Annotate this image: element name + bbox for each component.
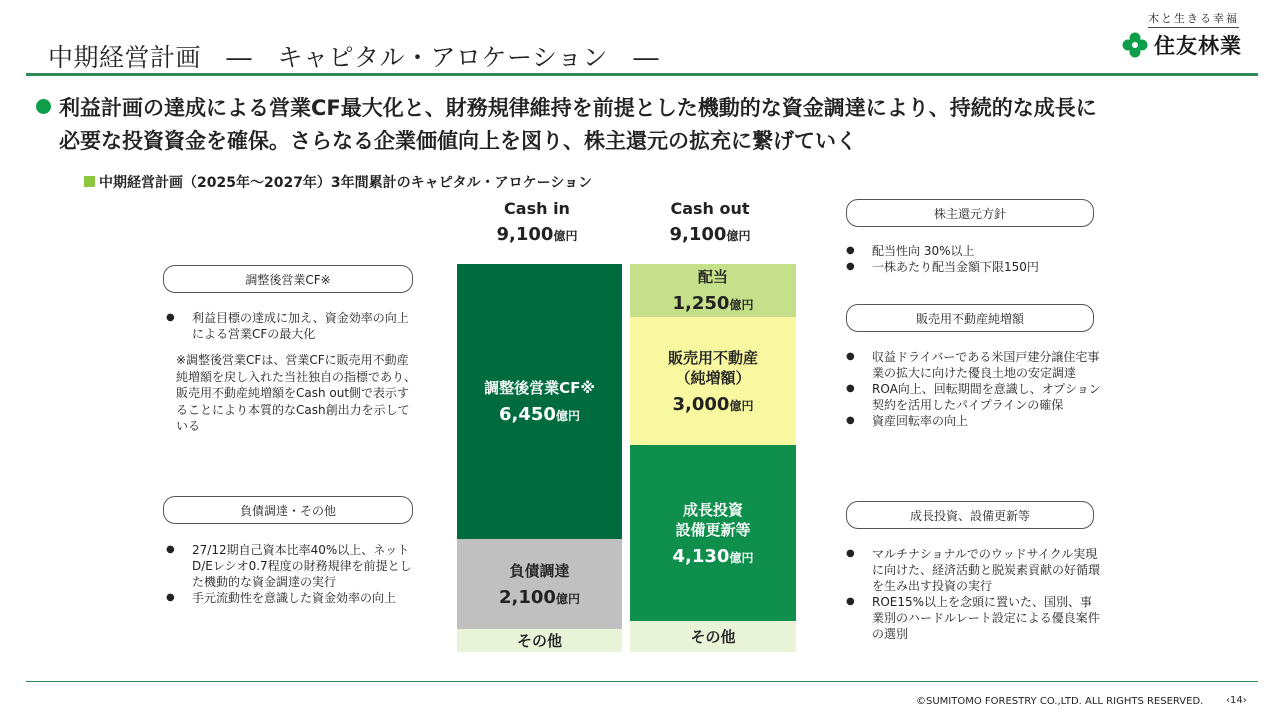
cf-footnote: ※調整後営業CFは、営業CFに販売用不動産純増額を戻し入れた当社独自の指標であり、販売用不動産純増額をCash out側で表示することにより本質的なCash創出力を示している [176,353,417,433]
list-item: ● 手元流動性を意識した資金効率の向上 [162,590,412,606]
segment-label: 販売用不動産 （純増額） [667,348,758,387]
cash-out-segment [630,264,796,317]
cash-out-segment [630,621,796,652]
cf-panel-pill: 調整後営業CF※ [163,265,413,293]
growth-bullet-list [842,546,1104,642]
segment-value: 6,450億円 [499,404,580,425]
segment-label: その他 [516,631,562,650]
returns-panel-pill: 株主還元方針 [846,199,1094,227]
clover-logo-icon [1122,32,1148,58]
lead-line-1: 利益計画の達成による営業CF最大化と、財務規律維持を前提とした機動的な資金調達により、持続的な成長に [59,96,1097,120]
cash-in-label: Cash in [504,199,570,218]
page-number: ‹14› [1226,695,1247,706]
segment-value: 1,250億円 [672,293,754,314]
header-divider [26,73,1258,76]
copyright-notice: ©SUMITOMO FORESTRY CO.,LTD. ALL RIGHTS RESERVED. [916,696,1204,707]
cash-in-segment [457,264,622,539]
debt-bullet-list [162,542,412,606]
logo-tagline: 木と生きる幸福 [1148,10,1239,28]
logo-name: 住友林業 [1154,34,1242,58]
list-item: ● ROA向上、回転期間を意識し、オプション契約を活用したパイプラインの確保 [842,381,1104,413]
list-item: ● 資産回転率の向上 [842,413,1104,429]
cash-in-segment [457,539,622,629]
cash-in-column [457,264,622,652]
list-item: ● 27/12期自己資本比率40%以上、ネットD/Eレシオ0.7程度の財務規律を前提とした機動的な資金調達の実行 [162,542,412,590]
segment-label: 配当 [697,268,728,286]
section-subtitle-text: 中期経営計画（2025年～2027年）3年間累計のキャピタル・アロケーション [99,175,593,191]
cash-out-segment [630,317,796,445]
cash-out-segment [630,445,796,621]
realestate-bullet-list [842,349,1104,429]
segment-label: 負債調達 [509,561,570,580]
debt-panel-pill: 負債調達・その他 [163,496,413,524]
list-item: ● 収益ドライバーである米国戸建分譲住宅事業の拡大に向けた優良土地の安定調達 [842,349,1104,381]
realestate-panel-pill: 販売用不動産純増額 [846,304,1094,332]
growth-panel-pill: 成長投資、設備更新等 [846,501,1094,529]
segment-label: 成長投資 設備更新等 [675,500,751,539]
cash-out-column [630,264,796,652]
cash-out-label: Cash out [670,199,750,218]
returns-bullet-list [842,243,1102,275]
list-item: ● 一株あたり配当金額下限150円 [842,259,1102,275]
footer-divider [26,681,1258,682]
cash-in-segment [457,629,622,652]
list-item: ● 配当性向 30%以上 [842,243,1102,259]
lead-statement [36,92,1256,158]
page-title: 中期経営計画 ― キャピタル・アロケーション ― [48,43,660,72]
cash-out-total: 9,100億円 [669,224,751,245]
list-item: ● ROE15%以上を念頭に置いた、国別、事業別のハードルレート設定による優良案件の選別 [842,594,1104,642]
cash-in-header [457,199,617,245]
segment-value: 3,000億円 [672,393,754,415]
lead-bullet-icon [36,99,51,114]
section-subtitle [84,172,592,192]
cash-in-total: 9,100億円 [496,224,578,245]
segment-value: 2,100億円 [499,586,580,608]
cash-out-header [630,199,790,245]
list-item: ● マルチナショナルでのウッドサイクル実現に向けた、経済活動と脱炭素貢献の好循環を生み出す投資の実行 [842,546,1104,594]
lead-line-2: 必要な投資資金を確保。さらなる企業価値向上を図り、株主還元の拡充に繋げていく [59,129,857,153]
square-bullet-icon [84,176,95,187]
cf-bullet-list [162,310,412,342]
segment-value: 4,130億円 [672,545,754,567]
company-logo [1122,30,1242,60]
list-item: ● 利益目標の達成に加え、資金効率の向上による営業CFの最大化 [162,310,412,342]
segment-label: その他 [690,627,736,646]
segment-label: 調整後営業CF※ [484,379,595,397]
